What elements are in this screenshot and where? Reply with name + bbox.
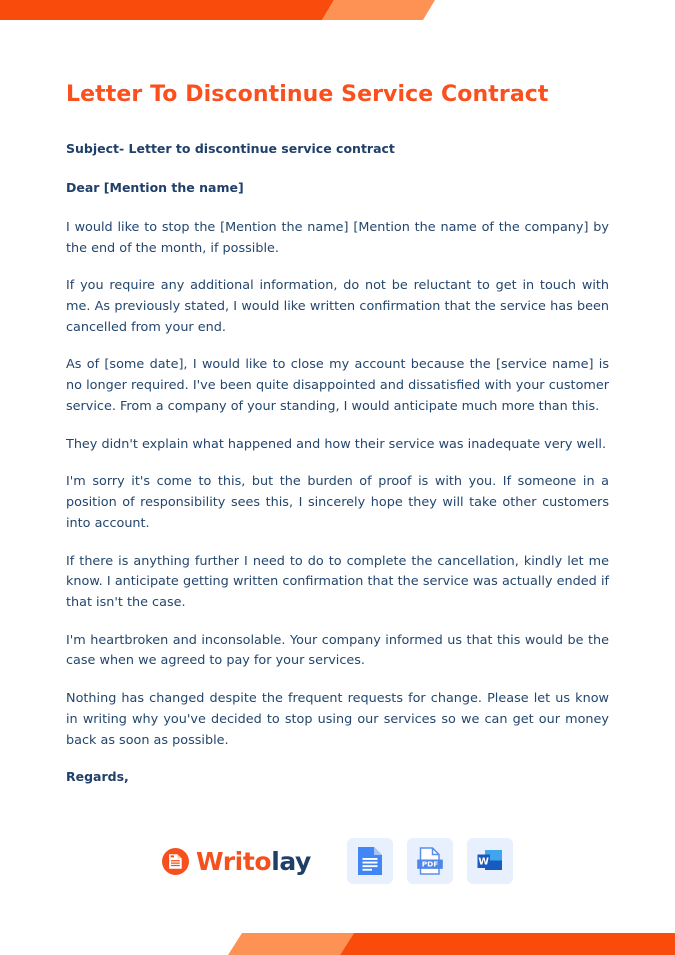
letter-paragraph: Nothing has changed despite the frequent requests for change. Please let us know in writing why you've decided to stop using our services so we can get our money back as soon as possible. bbox=[66, 691, 609, 748]
page-title: Letter To Discontinue Service Contract bbox=[66, 82, 549, 107]
document-sheet bbox=[0, 20, 675, 933]
letter-paragraph: If there is anything further I need to do to complete the cancellation, kindly let me know. I anticipate getting written confirmation that the service was actually ended if that isn't the case. bbox=[66, 553, 609, 610]
logo-text-lay: lay bbox=[271, 846, 311, 876]
document-page-icon bbox=[162, 848, 189, 875]
bottom-banner-dark-stripe bbox=[340, 933, 675, 955]
pdf-download-button[interactable] bbox=[407, 838, 453, 884]
word-icon bbox=[475, 846, 505, 876]
letter-paragraph: As of [some date], I would like to close my account because the [service name] is no longer required. I've been quite disappointed and dissatisfied with your customer service. From a company of your standing, I would anticipate much more than this. bbox=[66, 357, 609, 414]
download-format-icons bbox=[347, 838, 513, 884]
google-docs-icon bbox=[357, 846, 383, 876]
top-banner-light-stripe bbox=[322, 0, 435, 20]
bottom-banner-light-stripe bbox=[228, 933, 354, 955]
letter-paragraph: I'm sorry it's come to this, but the burden of proof is with you. If someone in a position of responsibility sees this, I sincerely hope they will take other customers into account. bbox=[66, 474, 609, 531]
closing-salutation: Regards, bbox=[66, 769, 129, 785]
letter-paragraph: They didn't explain what happened and how their service was inadequate very well. bbox=[66, 436, 607, 452]
top-banner-dark-stripe bbox=[0, 0, 334, 20]
pdf-icon-label: PDF bbox=[421, 859, 439, 869]
bottom-decorative-banner bbox=[0, 933, 675, 955]
subject-line: Subject- Letter to discontinue service contract bbox=[66, 141, 395, 157]
footer bbox=[0, 828, 675, 894]
top-decorative-banner bbox=[0, 0, 675, 20]
logo-text-writo: Writo bbox=[196, 846, 272, 876]
logo-wordmark bbox=[196, 846, 311, 876]
letter-paragraph: If you require any additional information, do not be reluctant to get in touch with me. As previously stated, I would like written confirmation that the service has been cancelled from your end. bbox=[66, 278, 609, 335]
letter-paragraph: I'm heartbroken and inconsolable. Your company informed us that this would be the case when we agreed to pay for your services. bbox=[66, 632, 609, 669]
google-docs-download-button[interactable] bbox=[347, 838, 393, 884]
writolay-logo[interactable] bbox=[162, 848, 311, 875]
letter-body bbox=[66, 140, 609, 784]
salutation: Dear [Mention the name] bbox=[66, 180, 244, 196]
letter-paragraph: I would like to stop the [Mention the name] [Mention the name of the company] by the end of the month, if possible. bbox=[66, 219, 609, 256]
word-download-button[interactable] bbox=[467, 838, 513, 884]
word-icon-label: W bbox=[478, 856, 489, 868]
pdf-icon bbox=[415, 846, 445, 876]
